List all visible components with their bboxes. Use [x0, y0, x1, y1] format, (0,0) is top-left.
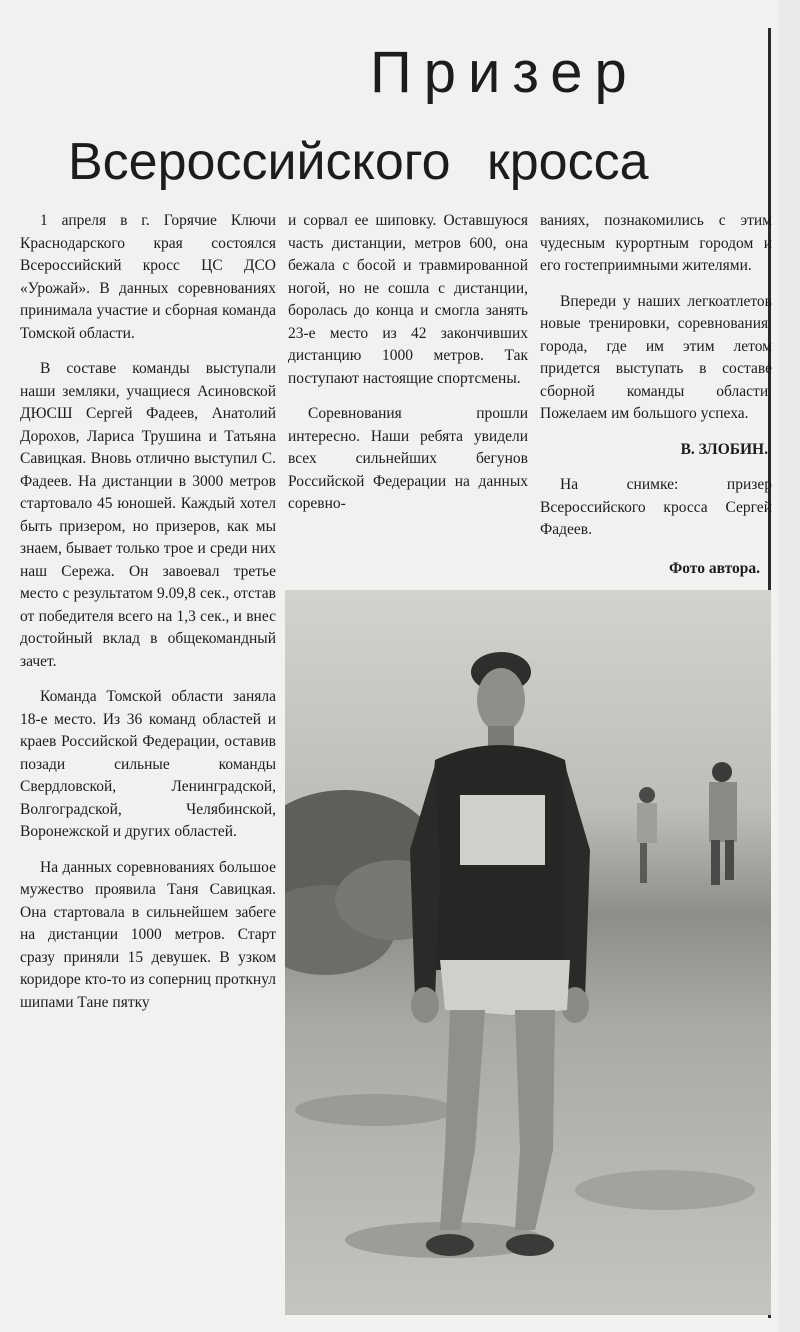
ground-shadow — [575, 1170, 755, 1210]
article-column-2 — [288, 210, 528, 529]
athlete-photo-drawing — [285, 590, 771, 1315]
paragraph: ваниях, познакомились с этим чудесным курортным городом и его гостеприимными жителями. — [540, 212, 772, 274]
paragraph: На данных соревнованиях большое мужество проявила Таня Савицкая. Она стартовала в сильнейшем забеге на дистанции 1000 метров. Старт сразу приняли 15 девушек. В узком коридоре кто-то из соперниц проткнул шипами Тане пятку — [20, 858, 276, 1011]
article-column-1 — [20, 210, 276, 1027]
athlete-photo — [285, 590, 771, 1315]
photo-credit: Фото автора. — [668, 560, 760, 577]
paragraph: Впереди у наших легкоатлетов новые тренировки, соревнования, города, где им этим летом придется выступать в составе сборной команды области. Пожелаем им большого успеха. — [540, 292, 772, 422]
paragraph: Команда Томской области заняла 18-е место. Из 36 команд областей и краев Российской Федерации, оставив позади сильные команды Свердловской, Ленинградской, Волгоградской, Челябинской, Воронежской и других областей. — [20, 688, 276, 840]
paragraph: В составе команды выступали наши земляки, учащиеся Асиновской ДЮСШ Сергей Фадеев, Анатолий Дорохов, Лариса Трушина и Татьяна Савицкая. Вновь отлично выступил С. Фадеев. На дистанции в 3000 метров стартовало 45 юношей. Каждый хотел быть призером, но призеров, как мы знаем, бывает только трое и среди них наш Сережа. Он завоевал третье место с результатом 9.09,8 сек., отстав от победителя всего на 1,3 сек., и внес достойный вклад в общекомандный зачет. — [20, 360, 276, 670]
paragraph: 1 апреля в г. Горячие Ключи Краснодарского края состоялся Всероссийский кросс ЦС ДСО «Урожай». В данных соревнованиях принимала участие и сборная команда Томской области. — [20, 212, 276, 342]
headline-line-1: Призер — [370, 40, 639, 105]
author-signature: В. ЗЛОБИН. — [680, 440, 768, 458]
article-column-3 — [540, 210, 772, 555]
paragraph: и сорвал ее шиповку. Оставшуюся часть дистанции, метров 600, она бежала с босой и травмированной ногой, но не сошла с дистанции, боролась до конца и смогла занять 23-е место из 42 закончивших дистанцию 1000 метров. Так поступают настоящие спортсмены. — [288, 212, 528, 387]
paragraph: Соревнования прошли интересно. Наши ребята увидели всех сильнейших бегунов Российской Федерации на данных соревно- — [288, 405, 528, 512]
ground-shadow — [295, 1094, 455, 1126]
headline-line-2: Всероссийского кросса — [68, 133, 649, 191]
photo-caption: На снимке: призер Всероссийского кросса Сергей Фадеев. — [540, 476, 772, 538]
